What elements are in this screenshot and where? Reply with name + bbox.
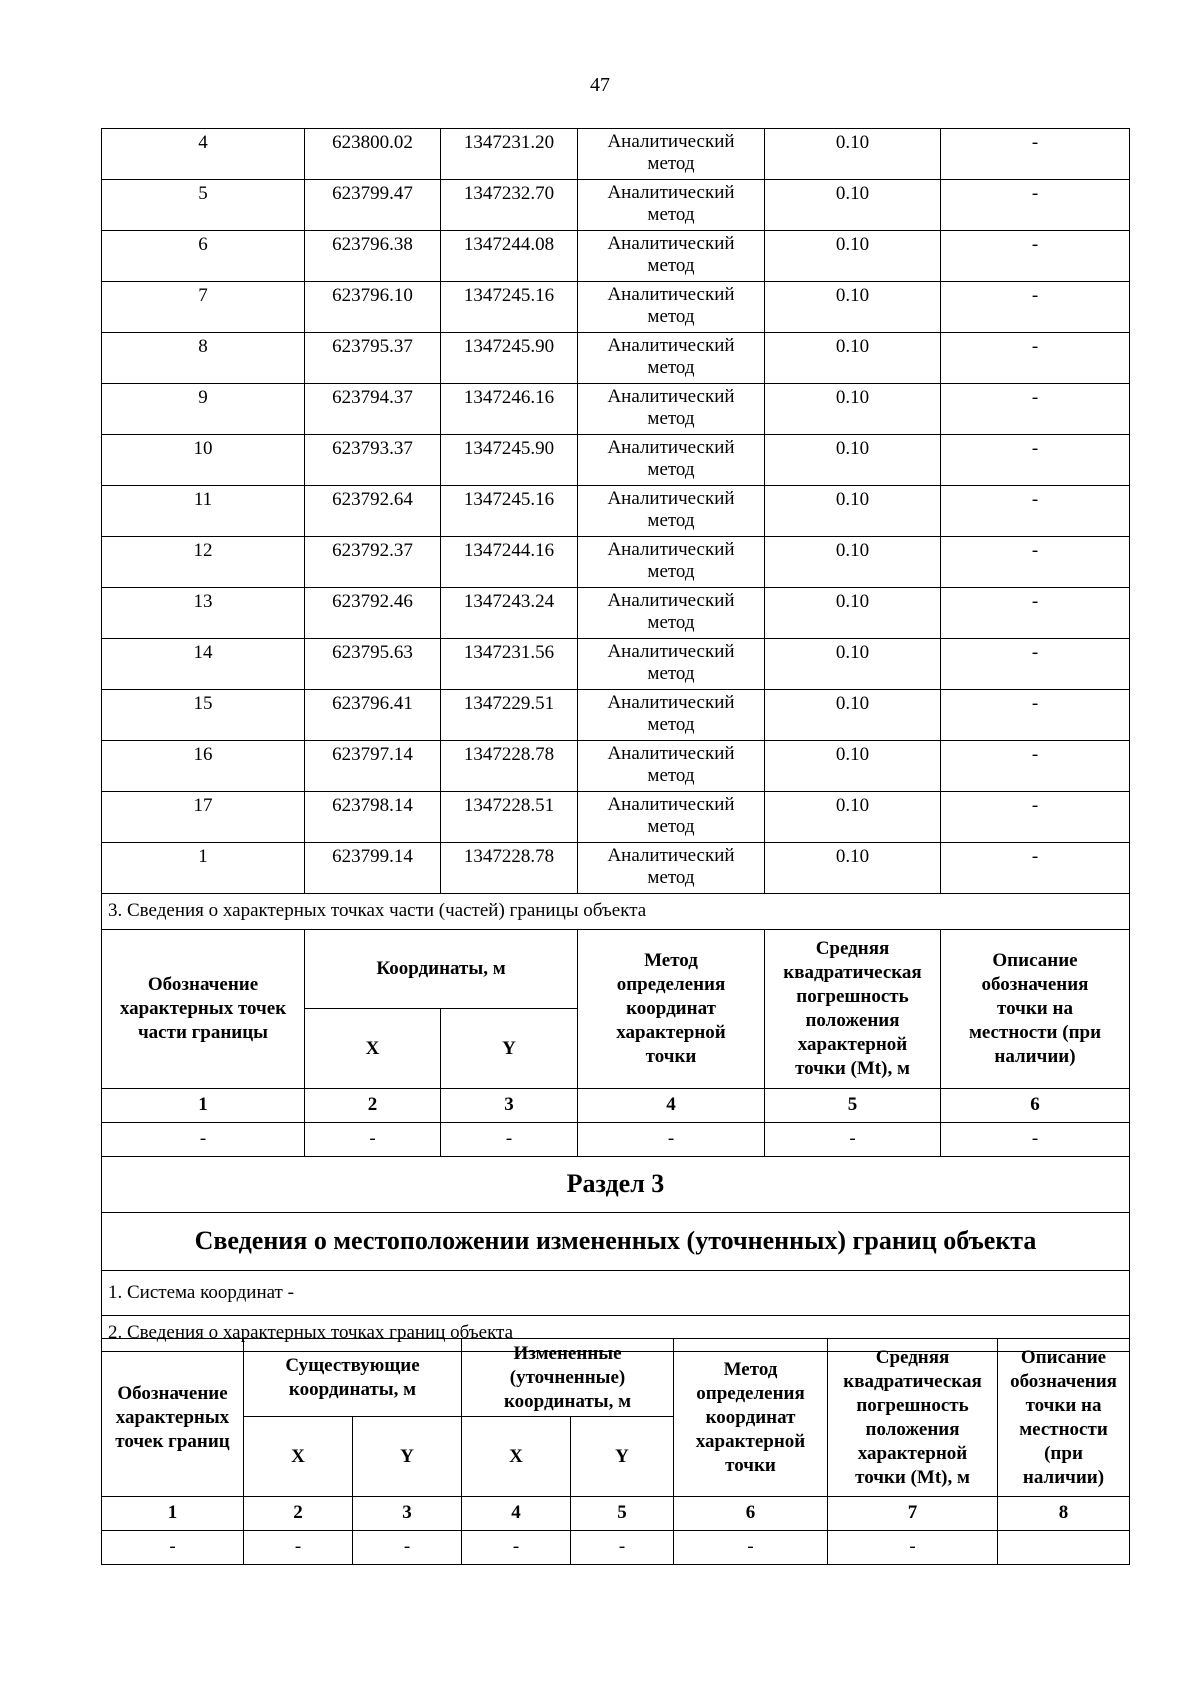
header-line: характерной [695,1430,806,1452]
point-y: 1347228.78 [441,843,578,894]
method-line: метод [647,306,695,327]
point-y: 1347231.20 [441,129,578,180]
method-line: Аналитический [607,590,735,611]
header-line: наличии) [994,1046,1076,1067]
point-id: 14 [102,639,305,690]
column-number: 2 [305,1089,441,1123]
method-line: Аналитический [607,641,735,662]
header-line: точки [645,1046,697,1067]
header-line: определения [696,1382,805,1404]
header-line: координаты, м [503,1390,632,1412]
part-empty-row [102,1123,1130,1157]
point-y: 1347243.24 [441,588,578,639]
point-id: 17 [102,792,305,843]
point-desc: - [941,639,1130,690]
point-mt: 0.10 [765,639,941,690]
table-row [102,588,1130,639]
header-line: характерной [797,1034,908,1055]
point-method [578,231,765,282]
method-line: метод [647,867,695,888]
method-line: метод [647,357,695,378]
header-line: (при [1044,1442,1083,1464]
header-line: Средняя [815,938,890,959]
header-line: Описание [992,950,1078,971]
point-method [578,180,765,231]
point-desc: - [941,843,1130,894]
point-id: 10 [102,435,305,486]
point-y: 1347245.90 [441,435,578,486]
table-row [102,333,1130,384]
point-method [578,384,765,435]
point-method [578,129,765,180]
changed-boundaries-table [101,1338,1130,1565]
method-line: метод [647,255,695,276]
point-y: 1347229.51 [441,690,578,741]
point-x: 623796.10 [305,282,441,333]
point-method [578,792,765,843]
point-mt: 0.10 [765,231,941,282]
point-mt: 0.10 [765,537,941,588]
method-line: Аналитический [607,284,735,305]
header-line: местности [1019,1418,1108,1440]
point-x: 623793.37 [305,435,441,486]
point-method [578,639,765,690]
changed-col-desc [998,1339,1130,1497]
point-desc: - [941,384,1130,435]
header-line: положения [805,1010,900,1031]
method-line: метод [647,561,695,582]
method-line: Аналитический [607,488,735,509]
column-number: 7 [828,1497,998,1531]
method-line: Аналитический [607,743,735,764]
section-subtitle: Сведения о местоположении измененных (уточненных) границ объекта [102,1213,1130,1271]
method-line: Аналитический [607,233,735,254]
table-row [102,384,1130,435]
point-desc: - [941,333,1130,384]
part-section [102,894,1130,1352]
header-line: точки (Mt), м [795,1058,910,1079]
part-col-designation [102,930,305,1089]
header-line: характерных [115,1406,230,1428]
changed-col-existing [244,1339,462,1417]
changed-col-method [674,1339,828,1497]
part-col-coords: Координаты, м [305,930,578,1009]
column-number: 4 [462,1497,571,1531]
header-line: характерных точек [119,998,287,1019]
part-col-y: Y [441,1009,578,1089]
point-mt: 0.10 [765,180,941,231]
empty-cell [998,1531,1130,1565]
point-mt: 0.10 [765,486,941,537]
point-y: 1347231.56 [441,639,578,690]
header-line: точки (Mt), м [855,1466,970,1488]
header-line: Обозначение [147,974,259,995]
coord-system: 1. Система координат - [102,1271,1130,1316]
point-mt: 0.10 [765,282,941,333]
point-desc: - [941,537,1130,588]
empty-cell: - [462,1531,571,1565]
method-line: Аналитический [607,692,735,713]
existing-col-y: Y [353,1417,462,1497]
point-desc: - [941,180,1130,231]
part-col-method [578,930,765,1089]
point-y: 1347245.90 [441,333,578,384]
method-line: метод [647,408,695,429]
header-line: Обозначение [117,1382,228,1404]
part-section-heading: 3. Сведения о характерных точках части (частей) границы объекта [102,894,1130,930]
point-method [578,435,765,486]
point-method [578,333,765,384]
point-method [578,282,765,333]
method-line: метод [647,204,695,225]
changed-col-x: X [462,1417,571,1497]
point-x: 623799.14 [305,843,441,894]
point-x: 623796.41 [305,690,441,741]
point-x: 623792.46 [305,588,441,639]
point-x: 623798.14 [305,792,441,843]
changed-column-numbers [102,1497,1130,1531]
point-method [578,537,765,588]
point-mt: 0.10 [765,588,941,639]
point-id: 11 [102,486,305,537]
point-mt: 0.10 [765,690,941,741]
method-line: метод [647,765,695,786]
part-col-mt [765,930,941,1089]
column-number: 6 [674,1497,828,1531]
method-line: Аналитический [607,182,735,203]
part-col-x: X [305,1009,441,1089]
column-number: 5 [765,1089,941,1123]
header-line: обозначения [1010,1370,1117,1392]
table-row [102,486,1130,537]
point-mt: 0.10 [765,384,941,435]
header-line: Метод [644,950,698,971]
point-id: 6 [102,231,305,282]
method-line: Аналитический [607,794,735,815]
header-line: точки на [1025,1394,1102,1416]
point-mt: 0.10 [765,792,941,843]
table-row [102,639,1130,690]
empty-cell: - [578,1123,765,1157]
point-method [578,486,765,537]
column-number: 3 [353,1497,462,1531]
method-line: метод [647,714,695,735]
point-y: 1347244.16 [441,537,578,588]
table-row [102,282,1130,333]
method-line: метод [647,663,695,684]
empty-cell: - [765,1123,941,1157]
method-line: метод [647,816,695,837]
part-column-numbers [102,1089,1130,1123]
header-line: точки [725,1454,776,1476]
point-method [578,741,765,792]
header-line: Метод [723,1358,778,1380]
point-y: 1347246.16 [441,384,578,435]
empty-cell: - [674,1531,828,1565]
column-number: 1 [102,1497,244,1531]
table-row [102,690,1130,741]
page-number: 47 [590,74,610,96]
point-x: 623795.37 [305,333,441,384]
header-line: погрешность [796,986,909,1007]
point-id: 12 [102,537,305,588]
header-line: координат [626,998,716,1019]
point-desc: - [941,435,1130,486]
point-mt: 0.10 [765,843,941,894]
points-table [101,128,1130,1352]
point-id: 9 [102,384,305,435]
column-number: 1 [102,1089,305,1123]
header-line: наличии) [1022,1466,1105,1488]
table-row [102,537,1130,588]
table-row [102,792,1130,843]
point-mt: 0.10 [765,129,941,180]
point-x: 623792.37 [305,537,441,588]
header-line: (уточненные) [509,1366,626,1388]
method-line: метод [647,153,695,174]
point-x: 623797.14 [305,741,441,792]
point-id: 8 [102,333,305,384]
header-line: Описание [1020,1346,1107,1368]
empty-cell: - [305,1123,441,1157]
point-desc: - [941,231,1130,282]
header-line: Измененные [513,1342,622,1364]
point-y: 1347232.70 [441,180,578,231]
table-row [102,741,1130,792]
method-line: Аналитический [607,386,735,407]
point-x: 623794.37 [305,384,441,435]
method-line: Аналитический [607,335,735,356]
empty-cell: - [353,1531,462,1565]
header-line: Средняя [875,1346,950,1368]
point-desc: - [941,588,1130,639]
point-id: 16 [102,741,305,792]
empty-cell: - [828,1531,998,1565]
method-line: Аналитический [607,437,735,458]
column-number: 5 [571,1497,674,1531]
point-id: 1 [102,843,305,894]
changed-col-designation [102,1339,244,1497]
method-line: метод [647,459,695,480]
header-line: характерной [616,1022,726,1043]
empty-cell: - [441,1123,578,1157]
table-row [102,180,1130,231]
column-number: 4 [578,1089,765,1123]
point-desc: - [941,486,1130,537]
point-y: 1347245.16 [441,486,578,537]
point-desc: - [941,129,1130,180]
point-desc: - [941,690,1130,741]
point-mt: 0.10 [765,333,941,384]
point-method [578,843,765,894]
points-table-body [102,129,1130,894]
header-line: характерной [857,1442,968,1464]
header-line: обозначения [981,974,1089,995]
header-line: местности (при [968,1022,1102,1043]
header-line: координаты, м [288,1378,417,1400]
point-id: 4 [102,129,305,180]
header-line: определения [616,974,726,995]
table-row [102,843,1130,894]
point-desc: - [941,741,1130,792]
point-x: 623792.64 [305,486,441,537]
header-line: квадратическая [783,962,922,983]
point-x: 623796.38 [305,231,441,282]
header-line: погрешность [856,1394,969,1416]
changed-empty-row [102,1531,1130,1565]
header-line: части границы [137,1022,269,1043]
point-id: 5 [102,180,305,231]
empty-cell: - [571,1531,674,1565]
empty-cell: - [244,1531,353,1565]
point-x: 623799.47 [305,180,441,231]
point-id: 13 [102,588,305,639]
point-mt: 0.10 [765,741,941,792]
point-desc: - [941,282,1130,333]
point-desc: - [941,792,1130,843]
point-id: 15 [102,690,305,741]
table-row [102,231,1130,282]
point-y: 1347228.78 [441,741,578,792]
header-line: точек границ [115,1430,230,1452]
column-number: 2 [244,1497,353,1531]
changed-col-changed [462,1339,674,1417]
point-mt: 0.10 [765,435,941,486]
column-number: 8 [998,1497,1130,1531]
changed-col-mt [828,1339,998,1497]
method-line: метод [647,612,695,633]
method-line: Аналитический [607,845,735,866]
header-line: координат [705,1406,796,1428]
column-number: 6 [941,1089,1130,1123]
point-y: 1347244.08 [441,231,578,282]
existing-col-x: X [244,1417,353,1497]
header-line: квадратическая [843,1370,982,1392]
changed-col-y: Y [571,1417,674,1497]
section-title: Раздел 3 [102,1157,1130,1213]
point-y: 1347228.51 [441,792,578,843]
method-line: Аналитический [607,539,735,560]
table-row [102,435,1130,486]
header-line: точки на [997,998,1073,1019]
point-method [578,588,765,639]
empty-cell: - [102,1531,244,1565]
header-line: положения [865,1418,960,1440]
table-row [102,129,1130,180]
header-line: Существующие [285,1354,420,1376]
empty-cell: - [941,1123,1130,1157]
method-line: Аналитический [607,131,735,152]
empty-cell: - [102,1123,305,1157]
point-y: 1347245.16 [441,282,578,333]
column-number: 3 [441,1089,578,1123]
point-method [578,690,765,741]
method-line: метод [647,510,695,531]
point-x: 623800.02 [305,129,441,180]
part-col-desc [941,930,1130,1089]
points-heading: 2. Сведения о характерных точках границ объекта [102,1316,1130,1352]
point-x: 623795.63 [305,639,441,690]
point-id: 7 [102,282,305,333]
